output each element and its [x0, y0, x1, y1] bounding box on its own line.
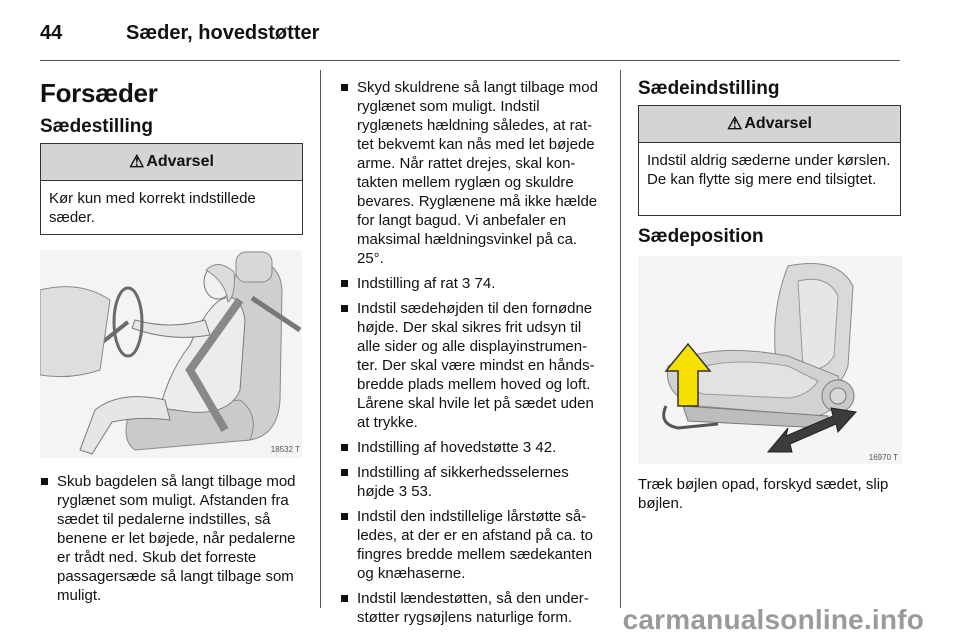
page-title: Sæder, hovedstøtter [126, 22, 320, 44]
subsection-title-saedeposition: Sædeposition [638, 226, 764, 247]
driver-seating-illustration [40, 250, 302, 458]
bullet-square-icon [341, 280, 348, 287]
warning-triangle-icon: ⚠ [129, 152, 145, 171]
page-header [40, 18, 900, 58]
bullet-square-icon [341, 469, 348, 476]
bullet-list-col1 [40, 472, 303, 611]
warning-box [638, 105, 901, 216]
warning-header [639, 106, 900, 143]
list-item: Skub bagdelen så langt tilbage mod ryglænet som muligt. Afstanden fra sædet til pedalerne indstilles, så benene er let bøjede, når pedalerne er trådt ned. Skub det forreste passagersæde så langt tilbage som muligt. [40, 472, 303, 605]
section-title-forsaeder: Forsæder [40, 78, 158, 108]
list-item: Skyd skuldrene så langt tilbage mod ryglænet som muligt. Indstil ryglænets hældning således, at rattet bekvemt kan nås med let bøjede arme. Når rattet drejes, skal kontakten mellem ryglæn og skuldre bevares. Ryglænene må ikke hælde for langt bagud. Vi anbefaler en maksimal hældningsvinkel på ca. 25°. [340, 78, 602, 268]
bullet-square-icon [341, 84, 348, 91]
seat-position-drawing [638, 256, 902, 464]
page-number: 44 [40, 22, 63, 44]
section-title-saedeindstilling: Sædeindstilling [638, 78, 780, 99]
warning-text: Kør kun med korrekt indstillede sæder. [49, 190, 256, 226]
warning-triangle-icon: ⚠ [727, 114, 743, 133]
warning-title: Advarsel [744, 115, 812, 132]
figure-number: 18532 T [270, 445, 300, 454]
driver-seating-drawing [40, 250, 302, 458]
bullet-list-col2 [340, 78, 602, 633]
subsection-title-saedestilling: Sædestilling [40, 116, 153, 137]
header-divider [40, 60, 900, 61]
bullet-square-icon [341, 513, 348, 520]
list-item: Indstil den indstillelige lårstøtte således, at der er en afstand på ca. to fingres bredde mellem sædekanten og knæhaserne. [340, 507, 602, 583]
seat-position-illustration [638, 256, 902, 464]
figure-number: 16970 T [868, 453, 898, 462]
column-divider-2 [620, 70, 621, 608]
seat-position-instruction: Træk bøjlen opad, forskyd sædet, slip bøjlen. [638, 476, 889, 512]
warning-text: Indstil aldrig sæderne under kørslen. De kan flytte sig mere end tilsigtet. [647, 152, 891, 188]
warning-title: Advarsel [146, 153, 214, 170]
watermark: carmanualsonline.info [622, 604, 924, 635]
list-item: Indstilling af rat 3 74. [340, 274, 602, 293]
warning-box [40, 143, 303, 235]
bullet-square-icon [341, 595, 348, 602]
bullet-square-icon [341, 444, 348, 451]
list-item: Indstilling af sikkerhedsselernes højde 3 53. [340, 463, 602, 501]
bullet-square-icon [341, 305, 348, 312]
list-item: Indstilling af hovedstøtte 3 42. [340, 438, 602, 457]
warning-header [41, 144, 302, 181]
list-item: Indstil lændestøtten, så den understøtter rygsøjlens naturlige form. [340, 589, 602, 627]
column-divider-1 [320, 70, 321, 608]
list-item: Indstil sædehøjden til den fornødne højde. Der skal sikres frit udsyn til alle sider og alle displayinstrumenter. Der skal være mindst en håndsbredde plads mellem hoved og loft. Lårene skal hvile let på sædet uden at trykke. [340, 299, 602, 432]
bullet-square-icon [41, 478, 48, 485]
